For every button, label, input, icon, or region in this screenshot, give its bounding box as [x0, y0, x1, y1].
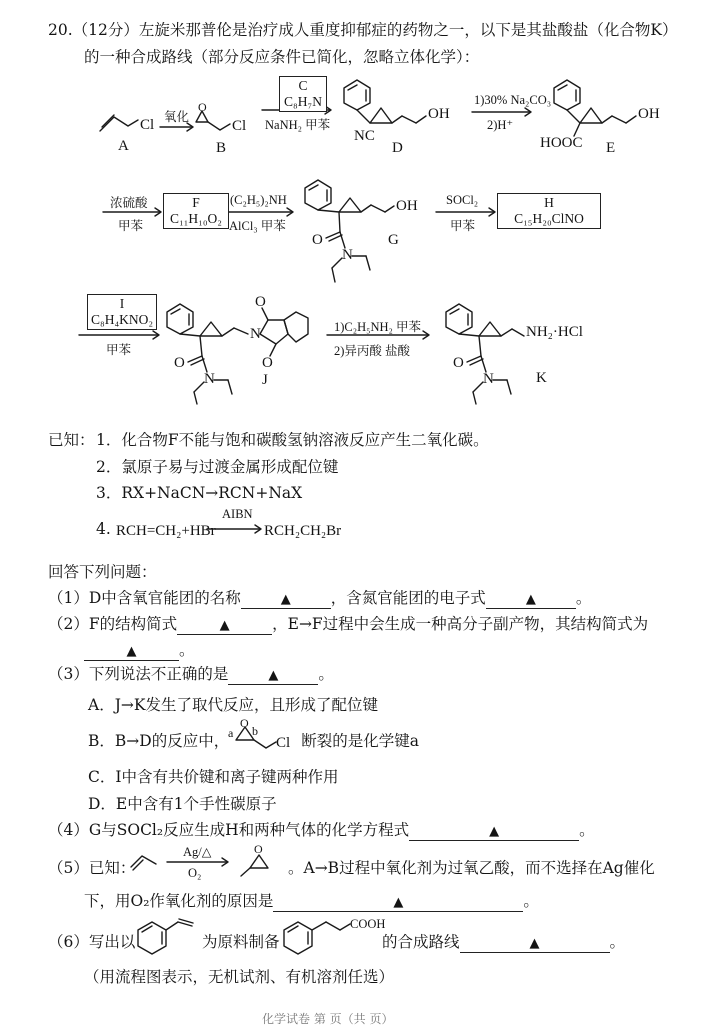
q2-blank-1-marker: ▲ [219, 618, 230, 633]
box-C-title: C [298, 78, 308, 93]
option-D: D．E中含有1个手性碳原子 [88, 795, 277, 813]
q3-text-a: （3）下列说法不正确的是 [48, 665, 229, 683]
q1-text-a: （1）D中含氧官能团的名称 [48, 589, 241, 607]
q4-blank-marker: ▲ [489, 824, 500, 839]
cond-na2co3: 1)30% Na₂CO₃ [474, 93, 552, 107]
option-B-cl: Cl [276, 735, 291, 751]
J-n-amide-label: N [204, 371, 215, 387]
label-G: G [388, 232, 399, 248]
q3-blank-marker: ▲ [268, 668, 279, 683]
label-A: A [118, 138, 129, 154]
box-I-title: I [119, 296, 125, 311]
K-o-label: O [453, 355, 464, 371]
cond-alcl3: AlCl₃ 甲苯 [229, 219, 286, 233]
q6-text-d: 。 [609, 933, 626, 951]
B-o-label: O [198, 100, 207, 114]
cond-toluene-2: 甲苯 [450, 219, 476, 233]
A-cl-label: Cl [140, 117, 155, 133]
known-item-4-num: 4. [96, 520, 111, 538]
q1-blank-1-marker: ▲ [280, 592, 291, 607]
q6-blank[interactable] [460, 934, 610, 953]
option-B-bond-a: a [228, 726, 234, 740]
cond-ethylamine: 1)C₂H₅NH₂ 甲苯 [334, 320, 422, 334]
label-J: J [262, 372, 268, 388]
cond-toluene-3: 甲苯 [106, 343, 132, 357]
J-o-top-label: O [255, 294, 266, 310]
known-item-1: 1．化合物F不能与饱和碳酸氢钠溶液反应产生二氧化碳。 [96, 431, 489, 449]
option-B-o: O [240, 716, 249, 730]
label-K: K [536, 370, 547, 386]
K-n-label: N [483, 371, 494, 387]
cond-diethylamine: (C₂H₅)₂NH [230, 193, 287, 207]
cond-hcl: 2)异丙酸 盐酸 [334, 344, 411, 358]
question-6-note: （用流程图表示，无机试剂、有机溶剂任选） [84, 968, 395, 986]
q6-text-c: 的合成路线 [382, 933, 460, 951]
J-o-bottom-label: O [262, 355, 273, 371]
q5-text-c: 下，用O₂作氧化剂的原因是 [84, 892, 274, 910]
q5-cond-top: Ag/△ [183, 845, 212, 859]
question-6-label: （6）写出以 [48, 933, 136, 951]
cond-oxidation: 氧化 [164, 110, 190, 124]
q6-cooh-label: COOH [350, 917, 386, 931]
q1-text-b: ，含氮官能团的电子式 [330, 589, 486, 607]
answer-prompt: 回答下列问题： [48, 563, 157, 581]
known-title: 已知： [48, 431, 95, 449]
cond-socl2: SOCl₂ [446, 193, 479, 207]
cond-h2so4: 浓硫酸 [110, 196, 148, 210]
box-I-formula: C₈H₄KNO₂ [91, 312, 154, 327]
question-6-text-b: 为原料制备 [202, 933, 280, 951]
G-n-label: N [342, 247, 353, 263]
q6-blank-marker: ▲ [529, 936, 540, 951]
q1-blank-2-marker: ▲ [525, 592, 536, 607]
q5-cond-bottom: O₂ [188, 866, 202, 880]
E-oh-label: OH [638, 106, 660, 122]
question-header-line2: 的一种合成路线（部分反应条件已简化，忽略立体化学）： [84, 48, 480, 66]
E-hooc-label: HOOC [540, 135, 583, 151]
box-C-formula: C₈H₇N [284, 94, 322, 109]
question-6-text-c [382, 930, 625, 953]
D-nc-label: NC [354, 128, 375, 144]
known-item-4-left: RCH=CH₂+HBr [116, 523, 216, 539]
option-B-text-b: 断裂的是化学键a [301, 732, 419, 750]
q4-text-a: （4）G与SOCl₂反应生成H和两种气体的化学方程式 [48, 821, 410, 839]
known-item-4-right: RCH₂CH₂Br [264, 523, 342, 539]
q2-text-b: ，E→F过程中会生成一种高分子副产物，其结构简式为 [272, 615, 649, 633]
D-oh-label: OH [428, 106, 450, 122]
G-o-label: O [312, 232, 323, 248]
K-nh2hcl-label: NH₂·HCl [526, 324, 583, 340]
label-E: E [606, 140, 616, 156]
cond-nanh2: NaNH₂ 甲苯 [265, 118, 331, 132]
option-B-text-a: B．B→D的反应中， [88, 732, 230, 750]
q2-blank-2-marker: ▲ [126, 644, 137, 659]
G-oh-label: OH [396, 198, 418, 214]
known-item-4-cond: AIBN [222, 507, 253, 521]
question-header-line1: 20.（12分）左旋米那普伦是治疗成人重度抑郁症的药物之一，以下是其盐酸盐（化合物K） [48, 21, 678, 39]
known-item-2: 2．氯原子易与过渡金属形成配位键 [96, 458, 339, 476]
page-footer: 化学试卷 第 页（共 页） [262, 1012, 394, 1026]
box-F-title: F [192, 195, 200, 210]
box-H-title: H [544, 195, 554, 210]
box-F-formula: C₁₁H₁₀O₂ [169, 211, 223, 226]
known-item-3: 3．RX+NaCN→RCN+NaX [96, 484, 303, 502]
q5-epoxide-o: O [254, 842, 263, 856]
question-5-label: （5）已知： [48, 859, 136, 877]
box-H-formula: C₁₅H₂₀ClNO [514, 211, 584, 226]
question-5-text: 。A→B过程中氧化剂为过氧乙酸，而不选择在Ag催化 [288, 859, 655, 877]
q5-text-d: 。 [523, 892, 539, 910]
J-n-imide-label: N [250, 326, 261, 342]
q2-text-a: （2）F的结构简式 [48, 615, 178, 633]
B-cl-label: Cl [232, 118, 247, 134]
J-o-amide-label: O [174, 355, 185, 371]
q2-text-c: 。 [179, 641, 195, 659]
option-A: A．J→K发生了取代反应，且形成了配位键 [88, 696, 378, 714]
cond-toluene-1: 甲苯 [118, 219, 144, 233]
cond-acid: 2)H⁺ [487, 118, 514, 132]
q4-text-b: 。 [579, 821, 595, 839]
option-B-bond-b: b [252, 724, 258, 738]
label-D: D [392, 140, 403, 156]
q5-blank-marker: ▲ [393, 895, 404, 910]
q3-text-b: 。 [318, 665, 334, 683]
option-C: C．I中含有共价键和离子键两种作用 [88, 768, 339, 786]
q1-text-c: 。 [575, 589, 592, 607]
label-B: B [216, 140, 227, 156]
